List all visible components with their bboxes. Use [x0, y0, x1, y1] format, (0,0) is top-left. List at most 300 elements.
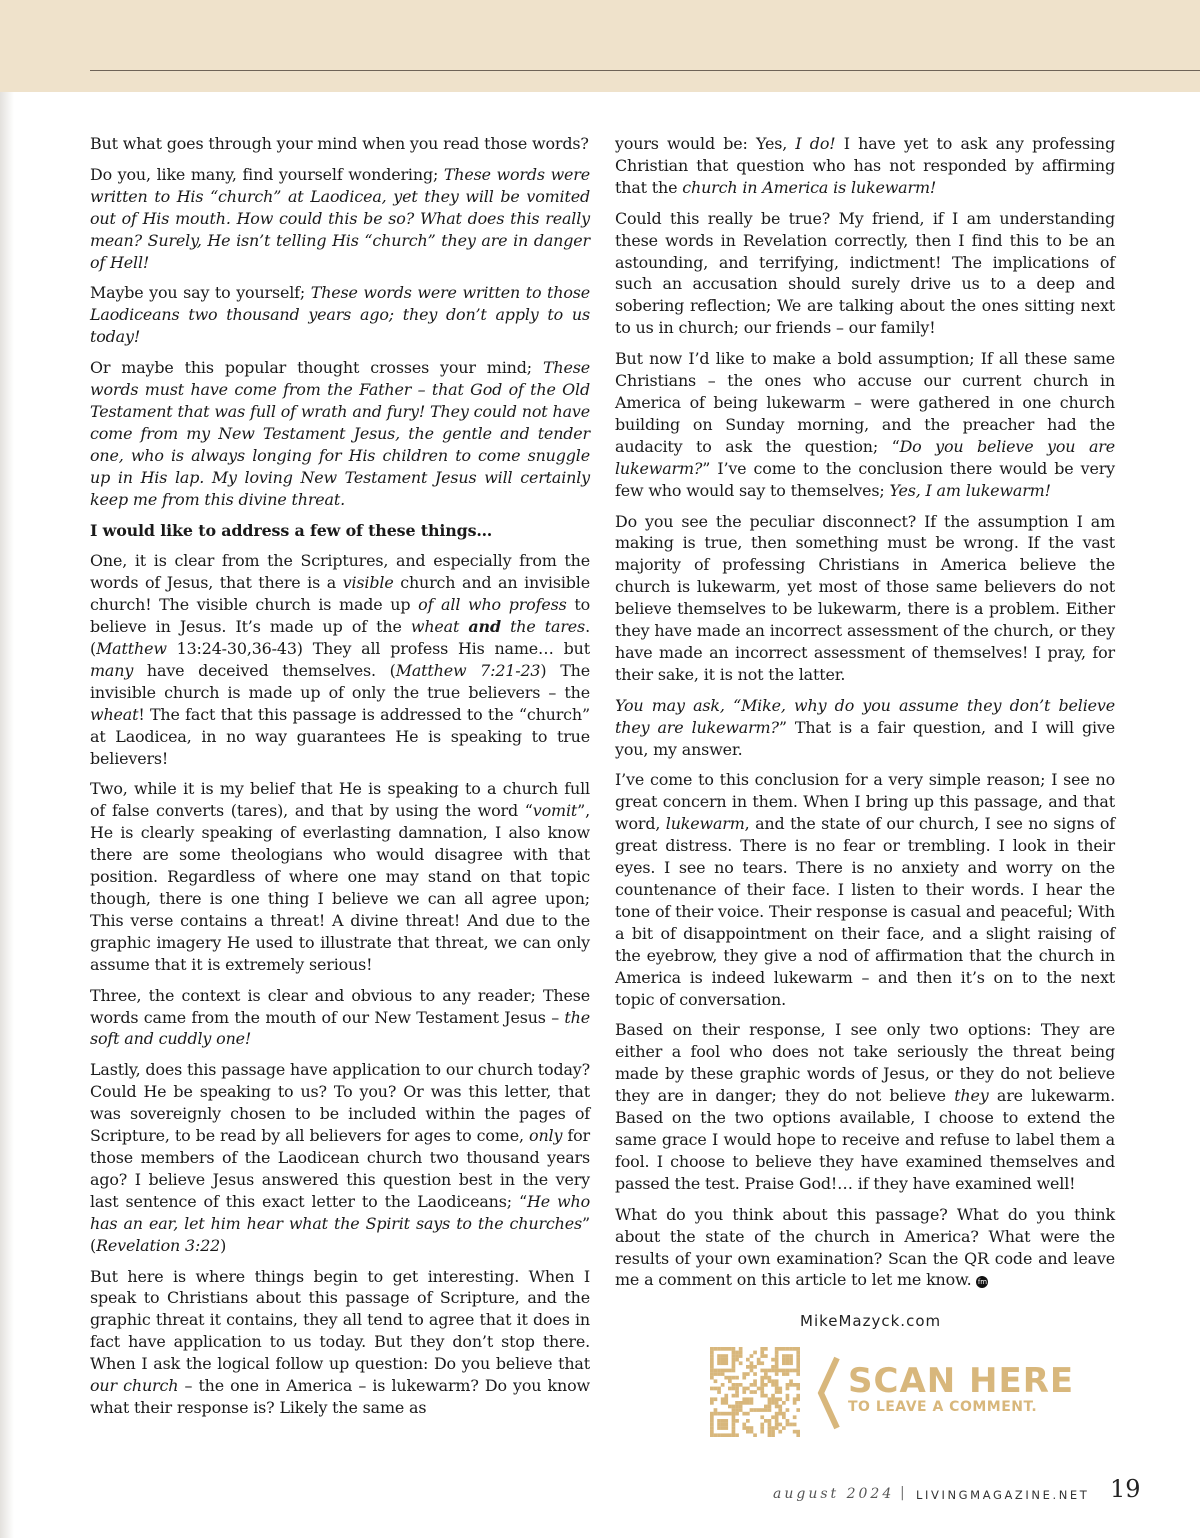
text-run: Based on their response, I see only two options: They are either a fool who does not take seriously the threat being made by these graphic words of Jesus, or they do not believe they are in danger; they do not believe — [615, 1020, 1115, 1106]
qr-module — [796, 1430, 800, 1434]
qr-module — [775, 1423, 779, 1427]
qr-module — [721, 1433, 725, 1437]
qr-module — [728, 1369, 732, 1373]
qr-module — [732, 1415, 736, 1419]
qr-module — [782, 1372, 786, 1376]
qr-module — [760, 1347, 764, 1351]
qr-module — [735, 1412, 739, 1416]
qr-module — [796, 1369, 800, 1373]
qr-module — [714, 1379, 718, 1383]
text-run: I’ve come to this conclusion for a very simple reason; I see no great concern in them. When I bring up this passage, and that word, — [615, 770, 1115, 834]
qr-module — [753, 1351, 757, 1355]
qr-module — [768, 1376, 772, 1380]
qr-module — [771, 1379, 775, 1383]
qr-module — [786, 1408, 790, 1412]
qr-module — [764, 1376, 768, 1380]
qr-module — [742, 1401, 746, 1405]
qr-module — [728, 1405, 732, 1409]
qr-module — [710, 1365, 714, 1369]
qr-module — [793, 1383, 797, 1387]
text-run: ! The fact that this passage is addressed to the “church” at Laodicea, in no way guarantees He is speaking to true believers! — [90, 704, 590, 768]
qr-module — [786, 1354, 790, 1358]
qr-module — [757, 1387, 761, 1391]
qr-module — [739, 1351, 743, 1355]
qr-module — [732, 1394, 736, 1398]
qr-module — [782, 1358, 786, 1362]
qr-module — [742, 1372, 746, 1376]
qr-module — [782, 1369, 786, 1373]
qr-module — [724, 1347, 728, 1351]
qr-module — [753, 1379, 757, 1383]
qr-module — [764, 1419, 768, 1423]
text-run: Three, the context is clear and obvious to any reader; These words came from the mouth of our New Testament Jesus – — [90, 985, 590, 1027]
qr-module — [760, 1383, 764, 1387]
qr-module — [724, 1394, 728, 1398]
qr-module — [771, 1383, 775, 1387]
qr-module — [714, 1397, 718, 1401]
qr-module — [732, 1426, 736, 1430]
qr-module — [750, 1401, 754, 1405]
qr-module — [793, 1397, 797, 1401]
qr-module — [735, 1394, 739, 1398]
scan-here-subtitle: TO LEAVE A COMMENT. — [848, 1399, 1038, 1415]
qr-module — [746, 1387, 750, 1391]
qr-module — [717, 1361, 721, 1365]
qr-module — [793, 1369, 797, 1373]
qr-module — [714, 1347, 718, 1351]
qr-module — [775, 1405, 779, 1409]
qr-module — [739, 1383, 743, 1387]
text-run: ”, He is clearly speaking of everlasting damnation, I also know there are some theologians who would disagree with that position. Regardless of where one may stand on that topic though, there is one thing I believe we can all agree upon; This verse contains a threat! A divine threat! And due to the graphic imagery He used to illustrate that threat, we can only assume that it is extremely serious! — [90, 801, 590, 974]
qr-module — [782, 1354, 786, 1358]
qr-module — [775, 1351, 779, 1355]
qr-module — [771, 1401, 775, 1405]
qr-module — [786, 1369, 790, 1373]
qr-module — [721, 1419, 725, 1423]
qr-module — [728, 1379, 732, 1383]
text-run: church and an invisible church! The visible church is made up — [90, 573, 590, 615]
qr-module — [721, 1412, 725, 1416]
qr-module — [724, 1433, 728, 1437]
qr-module — [786, 1419, 790, 1423]
qr-module — [789, 1361, 793, 1365]
qr-module — [796, 1433, 800, 1437]
qr-module — [746, 1430, 750, 1434]
text-run: Maybe you say to yourself; — [90, 283, 311, 303]
qr-module — [775, 1372, 779, 1376]
text-run: only — [529, 1126, 563, 1146]
qr-module — [746, 1365, 750, 1369]
qr-module — [735, 1401, 739, 1405]
qr-module — [732, 1423, 736, 1427]
body-paragraph — [615, 695, 1115, 761]
qr-module — [789, 1354, 793, 1358]
qr-module — [724, 1397, 728, 1401]
qr-module — [710, 1372, 714, 1376]
qr-module — [735, 1376, 739, 1380]
qr-module — [760, 1394, 764, 1398]
qr-module — [796, 1365, 800, 1369]
qr-module — [782, 1415, 786, 1419]
qr-module — [775, 1365, 779, 1369]
qr-module — [735, 1433, 739, 1437]
qr-module — [796, 1347, 800, 1351]
qr-module — [789, 1383, 793, 1387]
qr-module — [717, 1372, 721, 1376]
header-band — [0, 0, 1200, 92]
text-run: – the one in America – is lukewarm? Do you know what their response is? Likely the same as — [90, 1376, 590, 1417]
qr-module — [714, 1387, 718, 1391]
qr-module — [710, 1351, 714, 1355]
text-run: vomit — [532, 801, 578, 821]
qr-module — [742, 1376, 746, 1380]
qr-module — [789, 1369, 793, 1373]
qr-module — [778, 1390, 782, 1394]
qr-module — [732, 1369, 736, 1373]
qr-module — [760, 1376, 764, 1380]
qr-module — [775, 1412, 779, 1416]
website-label[interactable]: MikeMazyck.com — [800, 1312, 942, 1330]
text-run: the soft and cuddly one! — [90, 1007, 590, 1049]
qr-module — [771, 1430, 775, 1434]
qr-module — [724, 1358, 728, 1362]
qr-module — [742, 1390, 746, 1394]
qr-module — [717, 1358, 721, 1362]
qr-module — [771, 1365, 775, 1369]
qr-module — [793, 1415, 797, 1419]
text-run: our church — [90, 1376, 179, 1396]
section-heading — [90, 520, 590, 542]
text-run: Matthew 7:21-23 — [395, 660, 541, 680]
text-run: wheat — [410, 617, 469, 637]
qr-module — [732, 1376, 736, 1380]
text-run: ) — [220, 1235, 227, 1255]
text-run: ” That is a fair question, and I will give you, my answer. — [615, 717, 1115, 759]
qr-module — [764, 1394, 768, 1398]
qr-module — [768, 1419, 772, 1423]
qr-module — [775, 1383, 779, 1387]
text-run: Revelation 3:22 — [96, 1235, 221, 1255]
qr-module — [746, 1372, 750, 1376]
qr-module — [768, 1369, 772, 1373]
qr-module — [753, 1372, 757, 1376]
qr-module — [724, 1369, 728, 1373]
qr-module — [732, 1408, 736, 1412]
text-run: yours would be: Yes, — [615, 134, 796, 153]
qr-module — [750, 1408, 754, 1412]
qr-module — [771, 1433, 775, 1437]
qr-module — [750, 1365, 754, 1369]
qr-module — [764, 1354, 768, 1358]
body-paragraph — [615, 1204, 1115, 1292]
qr-module — [793, 1423, 797, 1427]
qr-module — [732, 1419, 736, 1423]
qr-module — [735, 1408, 739, 1412]
qr-module — [710, 1347, 714, 1351]
qr-module — [768, 1433, 772, 1437]
qr-module — [742, 1387, 746, 1391]
qr-module — [710, 1376, 714, 1380]
qr-module — [732, 1430, 736, 1434]
qr-module — [771, 1358, 775, 1362]
text-run: These words were written to His “church” at Laodicea, yet they will be vomited out of His mouth. How could this be so? What does this really mean? Surely, He isn’t telling His “church” they are in danger of Hell! — [90, 164, 590, 272]
qr-module — [732, 1347, 736, 1351]
text-run: , and the state of our church, I see no signs of great distress. There is no fear or trembling. I look in their eyes. I see no tears. There is no anxiety and worry on the countenance of their face. I listen to their words. I hear the tone of their voice. Their response is casual and peaceful; With a bit of disappointment on their face, and a slight raising of the eyebrow, they give a nod of affirmation that the church in America is indeed lukewarm – and then it’s on to the next topic of conversation. — [615, 814, 1116, 1009]
qr-module — [739, 1361, 743, 1365]
qr-module — [739, 1401, 743, 1405]
chevron-left-icon — [815, 1354, 845, 1432]
qr-module — [710, 1354, 714, 1358]
qr-module — [714, 1408, 718, 1412]
qr-module — [775, 1419, 779, 1423]
qr-module — [721, 1401, 725, 1405]
qr-module — [789, 1379, 793, 1383]
text-run: many — [90, 660, 134, 680]
qr-module — [710, 1419, 714, 1423]
text-run: One, it is clear from the Scriptures, and especially from the words of Jesus, that there is a — [90, 551, 590, 593]
article-column-right — [615, 133, 1115, 1300]
qr-module — [739, 1405, 743, 1409]
qr-module — [760, 1430, 764, 1434]
qr-module — [771, 1415, 775, 1419]
qr-module — [735, 1383, 739, 1387]
qr-module — [746, 1412, 750, 1416]
qr-module — [714, 1369, 718, 1373]
qr-module — [717, 1412, 721, 1416]
footer-site-url[interactable]: LIVINGMAGAZINE.NET — [916, 1488, 1090, 1502]
qr-module — [764, 1383, 768, 1387]
qr-module — [750, 1397, 754, 1401]
qr-module — [782, 1401, 786, 1405]
text-run: I would like to address a few of these things… — [90, 520, 493, 540]
qr-module — [710, 1401, 714, 1405]
qr-module — [760, 1379, 764, 1383]
end-mark-icon: fm — [977, 1278, 987, 1287]
qr-module — [717, 1390, 721, 1394]
text-run: the tares — [500, 617, 586, 637]
text-run: visible — [342, 573, 394, 593]
qr-module — [771, 1397, 775, 1401]
qr-module — [732, 1365, 736, 1369]
qr-module — [764, 1405, 768, 1409]
qr-module — [735, 1358, 739, 1362]
qr-module — [714, 1433, 718, 1437]
qr-module — [760, 1408, 764, 1412]
qr-module — [750, 1369, 754, 1373]
qr-module — [786, 1347, 790, 1351]
qr-module — [760, 1351, 764, 1355]
qr-module — [753, 1408, 757, 1412]
qr-module — [786, 1423, 790, 1427]
qr-module — [717, 1423, 721, 1427]
qr-module — [778, 1423, 782, 1427]
qr-module — [750, 1390, 754, 1394]
qr-module — [710, 1433, 714, 1437]
qr-module — [721, 1372, 725, 1376]
qr-module — [746, 1358, 750, 1362]
qr-module — [710, 1387, 714, 1391]
qr-module — [764, 1372, 768, 1376]
qr-module — [724, 1361, 728, 1365]
text-run: Do you, like many, find yourself wondering; — [90, 164, 444, 184]
qr-module — [742, 1397, 746, 1401]
qr-module — [757, 1361, 761, 1365]
qr-module — [724, 1419, 728, 1423]
qr-module — [778, 1430, 782, 1434]
qr-module — [768, 1397, 772, 1401]
qr-module — [760, 1415, 764, 1419]
qr-module — [796, 1394, 800, 1398]
qr-module — [786, 1372, 790, 1376]
qr-module — [796, 1358, 800, 1362]
qr-module — [786, 1397, 790, 1401]
qr-module — [775, 1354, 779, 1358]
qr-module — [796, 1351, 800, 1355]
qr-module — [735, 1351, 739, 1355]
text-run: But now I’d like to make a bold assumption; If all these same Christians – the ones who accuse our current church in America of being lukewarm – were gathered in one church building on Sunday morning, and the preacher had the audacity to ask the question; “ — [615, 349, 1115, 456]
text-run: You may ask, “Mike, why do you assume they don’t believe they are lukewarm? — [615, 695, 1115, 737]
qr-module — [760, 1361, 764, 1365]
body-paragraph — [90, 1266, 590, 1419]
qr-module — [786, 1387, 790, 1391]
body-paragraph — [615, 133, 1115, 199]
qr-module — [739, 1408, 743, 1412]
qr-module — [746, 1401, 750, 1405]
qr-module — [768, 1408, 772, 1412]
body-paragraph — [90, 164, 590, 274]
qr-module — [724, 1412, 728, 1416]
qr-module — [768, 1379, 772, 1383]
qr-module — [760, 1426, 764, 1430]
text-run: and — [468, 617, 501, 637]
text-run: These words must have come from the Father – that God of the Old Testament that was full of wrath and fury! They could not have come from my New Testament Jesus, the gentle and tender one, who is always longing for His children to come snuggle up in His lap. My loving New Testament Jesus will certainly keep me from this divine threat. — [90, 358, 590, 509]
text-run: to believe in Jesus. It’s made up of the — [90, 595, 590, 637]
qr-module — [728, 1433, 732, 1437]
qr-module — [768, 1426, 772, 1430]
body-paragraph — [90, 1059, 590, 1256]
text-run: What do you think about this passage? What do you think about the state of the church in America? What were the results of your own examination? Scan the QR code and leave me a comment on this article to let me know. — [615, 1204, 1115, 1290]
qr-module — [724, 1376, 728, 1380]
qr-module — [732, 1358, 736, 1362]
footer-separator: | — [900, 1485, 905, 1501]
qr-module — [732, 1351, 736, 1355]
qr-module — [735, 1405, 739, 1409]
text-run: These words were written to those Laodiceans two thousand years ago; they don’t apply to us today! — [90, 283, 590, 347]
qr-module — [739, 1347, 743, 1351]
qr-module — [764, 1347, 768, 1351]
qr-module — [735, 1354, 739, 1358]
qr-module — [764, 1369, 768, 1373]
text-run: Or maybe this popular thought crosses your mind; — [90, 358, 543, 378]
qr-module — [771, 1394, 775, 1398]
qr-module — [796, 1372, 800, 1376]
text-run: they — [954, 1086, 989, 1106]
text-run: Could this really be true? My friend, if I am understanding these words in Revelation correctly, then I find this to be an astounding, and terrifying, indictment! The implications of such an accusation should surely drive us to a deep and sobering reflection; We are talking about the ones sitting next to us in church; our friends – our family! — [615, 208, 1115, 338]
qr-module — [778, 1397, 782, 1401]
qr-module — [717, 1433, 721, 1437]
qr-module — [721, 1354, 725, 1358]
qr-module — [739, 1354, 743, 1358]
qr-module — [710, 1415, 714, 1419]
qr-module — [721, 1347, 725, 1351]
qr-module — [778, 1369, 782, 1373]
qr-module — [721, 1423, 725, 1427]
body-paragraph — [90, 985, 590, 1051]
qr-module — [778, 1412, 782, 1416]
qr-module — [760, 1423, 764, 1427]
qr-module — [775, 1397, 779, 1401]
qr-module — [710, 1397, 714, 1401]
qr-module — [717, 1347, 721, 1351]
qr-module — [775, 1415, 779, 1419]
qr-code[interactable] — [710, 1347, 800, 1437]
qr-module — [782, 1361, 786, 1365]
qr-module — [714, 1372, 718, 1376]
qr-module — [796, 1361, 800, 1365]
qr-module — [796, 1408, 800, 1412]
qr-module — [760, 1354, 764, 1358]
text-run: Two, while it is my belief that He is speaking to a church full of false converts (tares), and that by using the word “ — [90, 779, 590, 821]
qr-module — [732, 1387, 736, 1391]
qr-module — [710, 1423, 714, 1427]
qr-module — [735, 1390, 739, 1394]
body-paragraph — [615, 348, 1115, 501]
qr-module — [721, 1383, 725, 1387]
text-run: ” I’ve come to the conclusion there would be very few who would say to themselves; — [615, 458, 1115, 500]
qr-module — [750, 1430, 754, 1434]
qr-module — [768, 1430, 772, 1434]
qr-module — [793, 1347, 797, 1351]
text-run: Do you believe you are lukewarm? — [615, 436, 1115, 478]
qr-module — [717, 1387, 721, 1391]
qr-module — [746, 1419, 750, 1423]
text-run: I do! — [795, 134, 836, 153]
body-paragraph — [90, 550, 590, 769]
qr-module — [753, 1383, 757, 1387]
qr-module — [750, 1354, 754, 1358]
qr-module — [771, 1369, 775, 1373]
qr-module — [789, 1347, 793, 1351]
qr-module — [778, 1408, 782, 1412]
qr-module — [732, 1354, 736, 1358]
qr-module — [789, 1358, 793, 1362]
qr-module — [735, 1387, 739, 1391]
qr-module — [710, 1358, 714, 1362]
qr-module — [753, 1433, 757, 1437]
qr-module — [778, 1405, 782, 1409]
qr-module — [775, 1426, 779, 1430]
text-run: ” ( — [90, 1213, 590, 1255]
qr-module — [721, 1369, 725, 1373]
scan-here-title: SCAN HERE — [848, 1361, 1075, 1401]
qr-module — [786, 1394, 790, 1398]
qr-module — [782, 1426, 786, 1430]
text-run: have deceived themselves. ( — [133, 660, 396, 680]
qr-module — [789, 1423, 793, 1427]
qr-module — [786, 1358, 790, 1362]
qr-module — [796, 1383, 800, 1387]
qr-module — [760, 1390, 764, 1394]
qr-module — [724, 1426, 728, 1430]
page-number: 19 — [1110, 1475, 1141, 1503]
qr-module — [724, 1354, 728, 1358]
qr-module — [717, 1426, 721, 1430]
qr-module — [710, 1361, 714, 1365]
qr-module — [778, 1387, 782, 1391]
qr-module — [753, 1390, 757, 1394]
qr-module — [710, 1412, 714, 1416]
qr-module — [721, 1426, 725, 1430]
